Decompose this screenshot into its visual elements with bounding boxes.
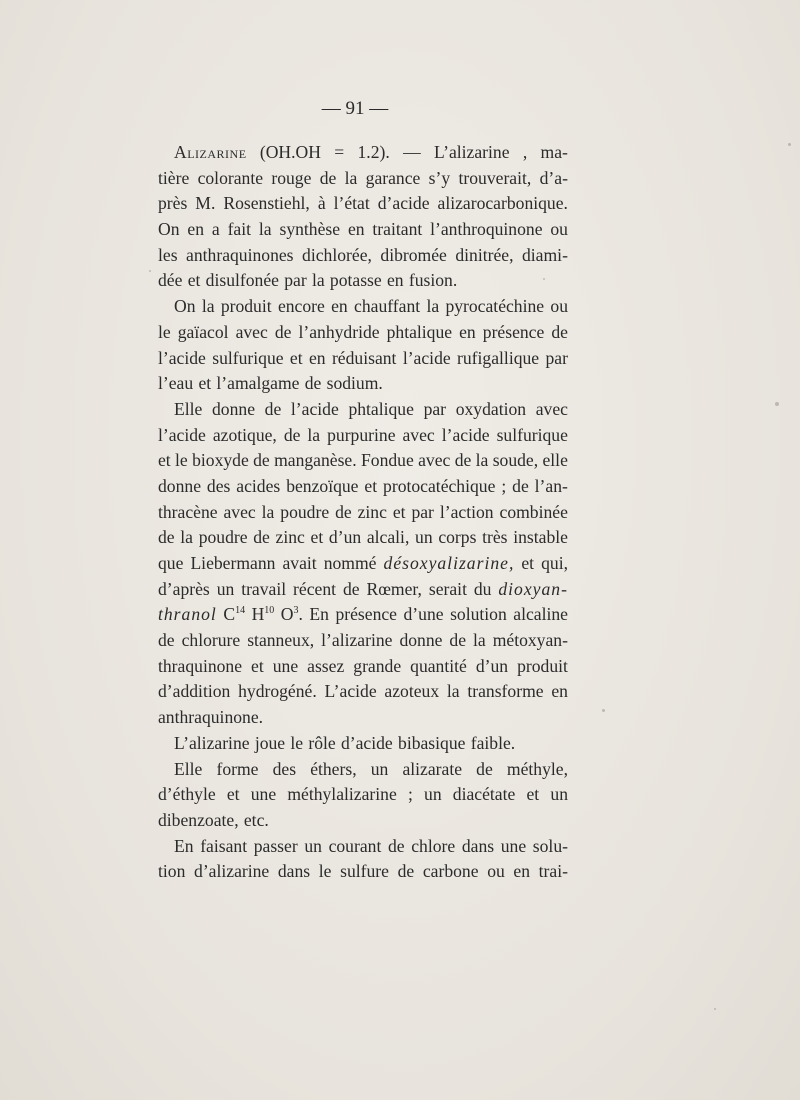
word: 1.2).: [357, 142, 390, 162]
word: thracène: [158, 501, 218, 522]
word: ou: [487, 861, 505, 882]
word: en: [308, 347, 326, 368]
word: produit: [517, 655, 568, 676]
word: $C^{14}$: [223, 604, 246, 625]
word: et: [226, 784, 240, 805]
word: donne: [212, 398, 255, 419]
text-line: [158, 423, 568, 449]
text-line: [158, 808, 568, 834]
word: dibenzoate,: [158, 809, 239, 830]
word: trai-: [538, 861, 568, 882]
word: réduisant: [331, 347, 397, 368]
word: dans: [277, 861, 311, 882]
word: corps: [438, 527, 477, 548]
word: qui,: [541, 553, 568, 573]
word: d’un: [328, 527, 362, 548]
word: récent: [293, 578, 337, 599]
word: transforme: [467, 681, 544, 702]
word: dichlorée,: [302, 244, 372, 265]
word: $H^{10}$: [251, 604, 275, 625]
word: poudre: [280, 501, 330, 522]
word: On: [174, 296, 196, 317]
word: bibasique: [398, 732, 466, 753]
word: très: [482, 527, 508, 548]
word: par: [284, 270, 307, 291]
word: et: [521, 553, 535, 573]
word: tion: [158, 861, 186, 882]
word: nommé: [323, 553, 377, 573]
word: métoxyan-: [492, 630, 568, 651]
word: un: [216, 578, 235, 599]
word: avec: [535, 398, 568, 419]
word: la: [344, 167, 358, 188]
word: Elle: [174, 758, 203, 779]
word: combinée: [499, 501, 568, 522]
word: ou: [550, 296, 568, 317]
text-line: [158, 500, 568, 526]
word: chauffant: [354, 296, 421, 317]
word: le: [158, 321, 171, 342]
word: zinc: [275, 527, 305, 548]
word: chlorure: [181, 630, 241, 651]
text-line: [158, 243, 568, 269]
word: d’acide: [340, 732, 393, 753]
word: rouge: [271, 167, 312, 188]
word: potasse: [329, 270, 382, 291]
word: avait: [282, 553, 317, 573]
word: en: [331, 296, 348, 317]
word: méthyle,: [506, 758, 568, 779]
word: de: [304, 373, 322, 394]
word: serait: [428, 578, 467, 599]
text-line: [158, 140, 568, 166]
word: que: [158, 553, 184, 573]
word: l’acide: [290, 398, 339, 419]
word: thranol: [158, 604, 217, 625]
text-line: [158, 371, 568, 397]
word: de: [158, 527, 175, 548]
word: dioxyan-: [498, 578, 568, 599]
word: courant: [328, 835, 382, 856]
word: de: [397, 861, 415, 882]
word: thraquinone: [158, 655, 243, 676]
text-line: [158, 705, 568, 731]
word: grande: [353, 655, 402, 676]
word: d’une: [403, 604, 444, 625]
text-line: [158, 166, 568, 192]
word: sulfurique: [496, 424, 568, 445]
word: une: [500, 835, 527, 856]
word: de: [274, 321, 292, 342]
word: d’éthyle: [158, 784, 216, 805]
word: en: [386, 270, 404, 291]
word: faible.: [470, 732, 516, 753]
word: carbone: [422, 861, 479, 882]
word: sulfurique: [212, 347, 284, 368]
word: phtalique: [386, 321, 453, 342]
word: l’amalgame: [216, 373, 300, 394]
word: avec: [223, 501, 256, 522]
text-line: [158, 217, 568, 243]
word: d’après: [158, 578, 210, 599]
word: de: [342, 578, 360, 599]
word: méthylalizarine: [287, 784, 397, 805]
word: M.: [195, 193, 216, 214]
word: la: [475, 450, 489, 471]
word: le: [175, 450, 188, 471]
word: un: [550, 784, 568, 805]
word: l’an-: [534, 475, 568, 496]
word: solution: [450, 604, 507, 625]
word: fusion.: [408, 270, 458, 291]
word: phtalique: [348, 398, 414, 419]
word: et: [310, 527, 324, 548]
word: la: [258, 219, 272, 240]
word: avec: [418, 450, 451, 471]
word: d’alizarine: [194, 861, 270, 882]
word: de: [387, 835, 405, 856]
word: quantité: [410, 655, 467, 676]
word: s’y: [428, 167, 451, 188]
word: de: [319, 167, 337, 188]
word: synthèse: [279, 219, 341, 240]
text-line: [158, 268, 568, 294]
word: la: [311, 270, 325, 291]
word: l’alizarine: [321, 630, 393, 651]
word: elle: [542, 450, 568, 471]
paper-speck: [788, 143, 791, 146]
word: d’addition: [158, 681, 231, 702]
word: alizarate: [402, 758, 463, 779]
word: l’acide: [441, 424, 490, 445]
text-line: [158, 859, 568, 885]
word: un: [370, 758, 389, 779]
word: de: [335, 501, 352, 522]
word: l’acide: [158, 347, 206, 368]
word: L’alizarine: [433, 142, 510, 162]
word: et: [251, 655, 264, 676]
word: et: [392, 501, 406, 522]
word: L’acide: [324, 681, 377, 702]
word: passer: [253, 835, 298, 856]
word: de: [253, 527, 270, 548]
word: fait: [227, 219, 252, 240]
word: On: [158, 219, 180, 240]
word: de: [449, 630, 467, 651]
word: produit: [220, 296, 272, 317]
word: azotique,: [212, 424, 277, 445]
word: alcali,: [366, 527, 410, 548]
word: assez: [307, 655, 345, 676]
word: encore: [277, 296, 325, 317]
word: la: [180, 527, 193, 548]
word: et: [158, 450, 171, 471]
paper-speck: [543, 278, 545, 280]
word: zinc: [357, 501, 387, 522]
word: en: [347, 219, 365, 240]
word: travail: [241, 578, 287, 599]
word: désoxyalizarine,: [383, 553, 515, 573]
text-line: [158, 577, 568, 603]
word: de: [283, 424, 301, 445]
word: la: [426, 296, 440, 317]
word: une: [250, 784, 277, 805]
text-line: [158, 346, 568, 372]
word: un: [415, 527, 433, 548]
word: joue: [254, 732, 286, 753]
word: l’action: [439, 501, 494, 522]
word: et: [364, 475, 378, 496]
word: la: [261, 501, 275, 522]
text-line: [158, 525, 568, 551]
word: le: [318, 861, 332, 882]
word: par: [545, 347, 568, 368]
word: dée: [158, 270, 183, 291]
word: traitant: [372, 219, 423, 240]
word: avec: [402, 424, 435, 445]
word: rufigallique: [457, 347, 540, 368]
word: tière: [158, 167, 190, 188]
word: ma-: [540, 142, 568, 162]
word: poudre: [198, 527, 248, 548]
word: forme: [216, 758, 259, 779]
text-line: [158, 834, 568, 860]
word: En: [309, 604, 329, 625]
word: gaïacol: [177, 321, 229, 342]
paper-speck: [775, 402, 779, 406]
word: acides: [236, 475, 281, 496]
word: de: [454, 450, 472, 471]
paper-speck: [602, 709, 605, 712]
word: dibromée: [380, 244, 447, 265]
word: manganèse.: [274, 450, 357, 471]
text-line: [158, 320, 568, 346]
word: l’acide: [158, 424, 206, 445]
word: azoteux: [384, 681, 440, 702]
word: de: [476, 758, 493, 779]
word: ;: [501, 475, 507, 496]
word: alizarocarbonique.: [437, 193, 568, 214]
word: rôle: [308, 732, 336, 753]
word: la: [201, 296, 215, 317]
word: en: [187, 219, 204, 240]
word: de: [551, 321, 568, 342]
word: sulfure: [340, 861, 389, 882]
word: purpurine: [327, 424, 396, 445]
word: l’acide: [402, 347, 451, 368]
word: et: [289, 347, 303, 368]
word: anthraquinone.: [158, 707, 264, 728]
text-line: [158, 654, 568, 680]
text-line: [158, 782, 568, 808]
word: hydrogéné.: [238, 681, 317, 702]
text-line: [158, 628, 568, 654]
word: dinitrée,: [455, 244, 514, 265]
word: ;: [407, 784, 413, 805]
word: Elle: [174, 398, 203, 419]
word: de: [253, 450, 270, 471]
word: de: [158, 630, 175, 651]
word: éthers,: [310, 758, 357, 779]
text-line: [158, 397, 568, 423]
word: une: [272, 655, 299, 676]
word: de: [512, 475, 529, 496]
word: présence: [335, 604, 397, 625]
word: L’alizarine: [174, 732, 250, 753]
word: les: [158, 244, 178, 265]
word: la: [473, 630, 486, 651]
word: un: [304, 835, 322, 856]
word: ou: [550, 219, 568, 240]
word: l’anthroquinone: [430, 219, 543, 240]
word: présence: [482, 321, 545, 342]
word: ,: [522, 142, 528, 162]
word: bioxyde: [192, 450, 249, 471]
word: trouverait,: [458, 167, 532, 188]
word: alcaline: [513, 604, 568, 625]
word: soude,: [492, 450, 539, 471]
word: chlore: [411, 835, 456, 856]
word: d’acide: [377, 193, 430, 214]
word: du: [473, 578, 492, 599]
word: diacétate: [452, 784, 516, 805]
word: en: [551, 681, 568, 702]
word: Alizarine: [174, 142, 247, 162]
word: oxydation: [455, 398, 527, 419]
word: des: [206, 475, 231, 496]
word: Rosenstiehl,: [223, 193, 310, 214]
word: avec: [235, 321, 268, 342]
word: et: [187, 270, 201, 291]
word: la: [307, 424, 321, 445]
word: sodium.: [326, 373, 383, 394]
word: disulfonée: [205, 270, 279, 291]
word: de: [264, 398, 282, 419]
word: près: [158, 193, 188, 214]
text-line: [158, 602, 568, 628]
word: benzoïque: [286, 475, 359, 496]
word: et: [198, 373, 212, 394]
word: etc.: [243, 809, 269, 830]
word: diami-: [522, 244, 568, 265]
body-text: [158, 140, 568, 885]
word: (OH.OH: [259, 142, 321, 162]
word: à: [317, 193, 326, 214]
word: Fondue: [360, 450, 414, 471]
paper-speck: [714, 1008, 716, 1010]
word: par: [423, 398, 447, 419]
word: des: [272, 758, 297, 779]
word: colorante: [197, 167, 264, 188]
word: faisant: [200, 835, 248, 856]
word: la: [446, 681, 460, 702]
paper-speck: [149, 270, 151, 272]
text-line: [158, 294, 568, 320]
text-line: [158, 757, 568, 783]
word: stanneux,: [247, 630, 315, 651]
word: d’a-: [539, 167, 568, 188]
word: pyrocatéchine: [445, 296, 545, 317]
word: par: [411, 501, 434, 522]
text-line: [158, 448, 568, 474]
text-line: [158, 191, 568, 217]
word: le: [290, 732, 304, 753]
word: et: [526, 784, 540, 805]
word: anthraquinones: [186, 244, 294, 265]
word: —: [403, 142, 421, 162]
page-number: — 91 —: [321, 98, 389, 119]
word: Liebermann: [190, 553, 276, 573]
text-line: [158, 474, 568, 500]
word: en: [513, 861, 531, 882]
word: instable: [513, 527, 568, 548]
word: garance: [365, 167, 421, 188]
word: En: [174, 835, 194, 856]
word: l’anhydride: [298, 321, 380, 342]
text-line: [158, 679, 568, 705]
word: Rœmer,: [366, 578, 422, 599]
word: a: [211, 219, 220, 240]
word: donne: [399, 630, 443, 651]
word: l’eau: [158, 373, 194, 394]
word: l’état: [333, 193, 370, 214]
word: un: [424, 784, 442, 805]
text-line: [158, 731, 568, 757]
word: protocatéchique: [383, 475, 496, 496]
word: solu-: [532, 835, 568, 856]
word: $O^3$.: [280, 604, 303, 625]
word: donne: [158, 475, 201, 496]
word: dans: [461, 835, 495, 856]
text-line: [158, 551, 568, 577]
word: d’un: [475, 655, 509, 676]
word: =: [334, 142, 345, 162]
word: en: [459, 321, 476, 342]
